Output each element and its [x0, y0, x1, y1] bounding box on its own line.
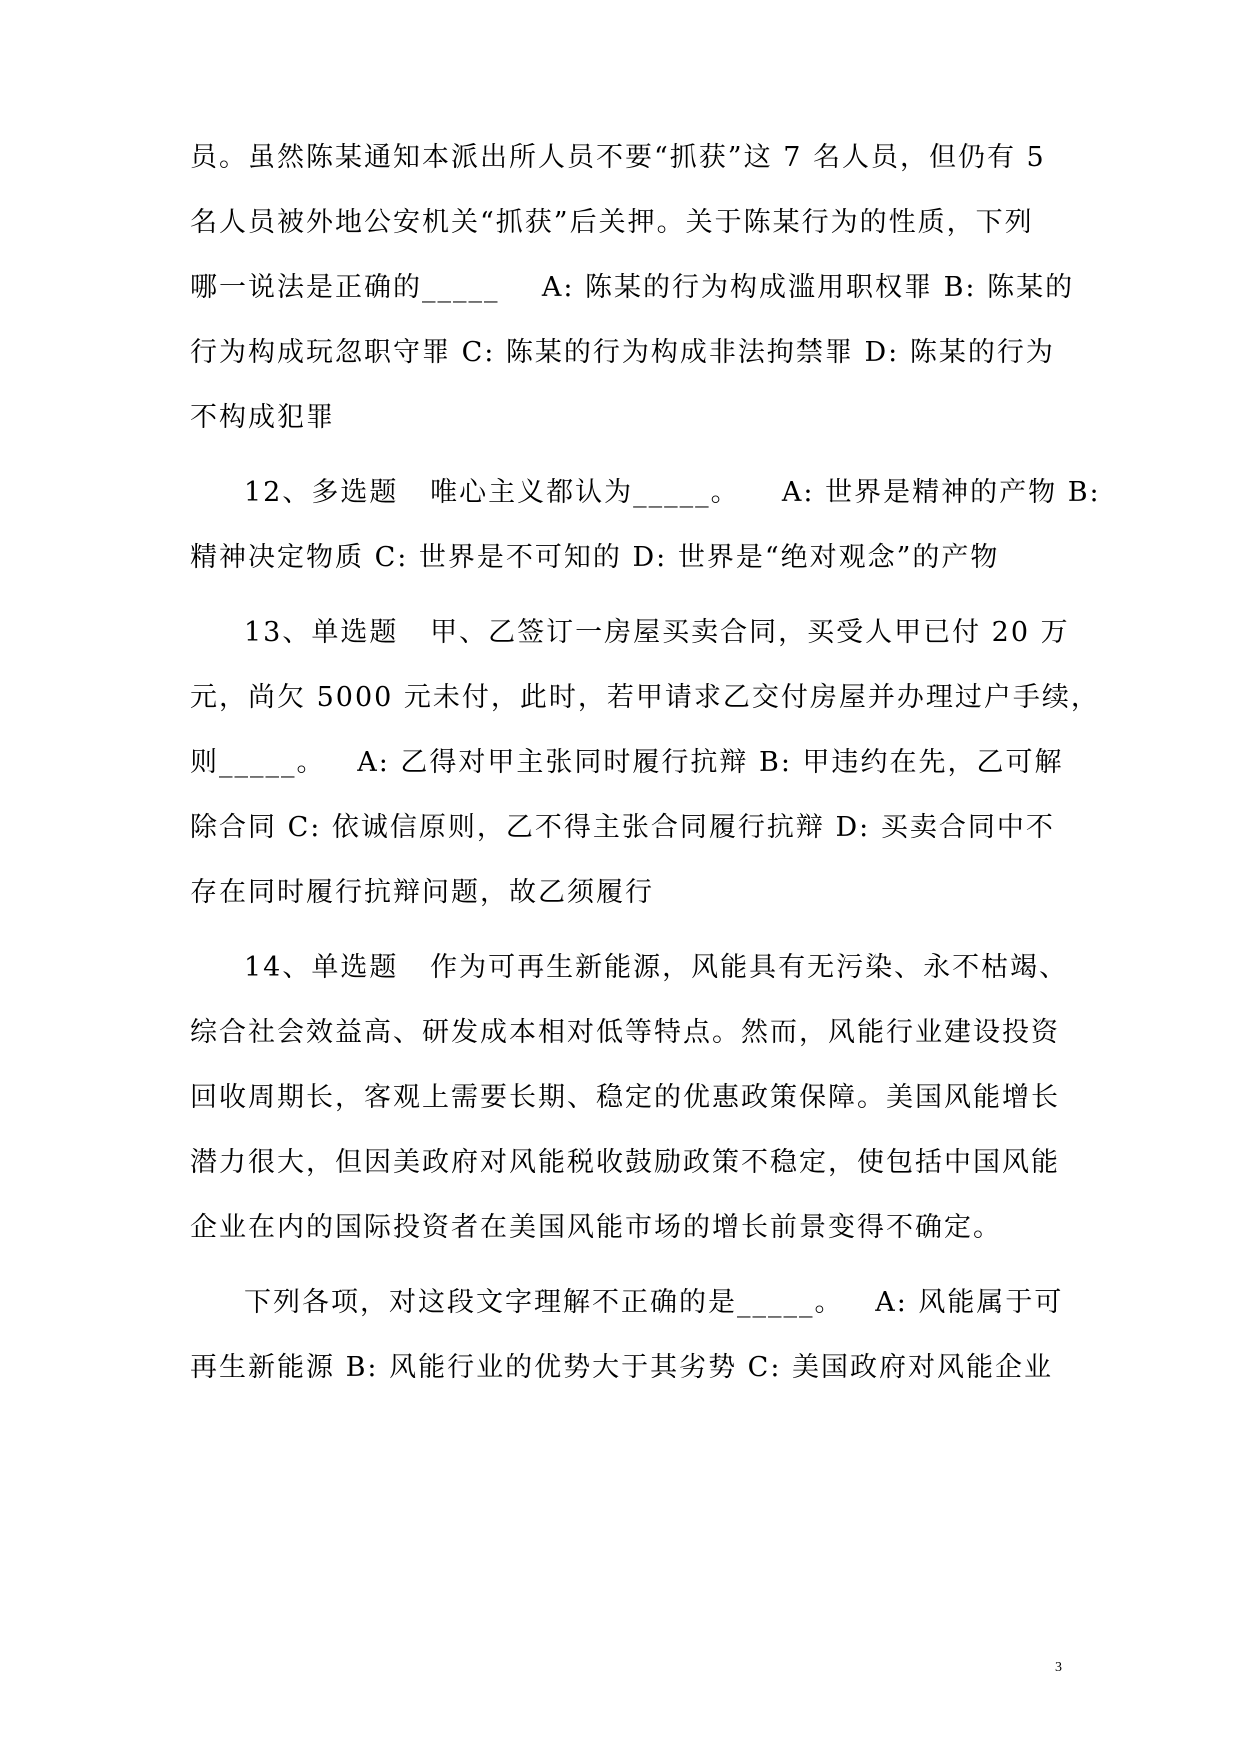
text-line: 元，尚欠 5000 元未付，此时，若甲请求乙交付房屋并办理过户手续， [190, 682, 1100, 713]
text-line: 综合社会效益高、研发成本相对低等特点。然而，风能行业建设投资 [190, 1017, 1060, 1048]
question-12-line: 12、多选题 唯心主义都认为_____。 A: 世界是精神的产物 B: [244, 477, 1101, 508]
question-14-line: 14、单选题 作为可再生新能源，风能具有无污染、永不枯竭、 [244, 952, 1069, 983]
text-line: 存在同时履行抗辩问题，故乙须履行 [190, 877, 654, 908]
text-line: 哪一说法是正确的_____ A: 陈某的行为构成滥用职权罪 B: 陈某的 [190, 272, 1075, 303]
text-line: 回收周期长，客观上需要长期、稳定的优惠政策保障。美国风能增长 [190, 1082, 1060, 1113]
text-line: 再生新能源 B: 风能行业的优势大于其劣势 C: 美国政府对风能企业 [190, 1352, 1054, 1383]
text-line: 企业在内的国际投资者在美国风能市场的增长前景变得不确定。 [190, 1212, 1002, 1243]
text-line: 员。虽然陈某通知本派出所人员不要“抓获”这 7 名人员，但仍有 5 [190, 142, 1046, 173]
text-line: 除合同 C: 依诚信原则，乙不得主张合同履行抗辩 D: 买卖合同中不 [190, 812, 1055, 843]
text-line: 行为构成玩忽职守罪 C: 陈某的行为构成非法拘禁罪 D: 陈某的行为 [190, 337, 1055, 368]
text-line: 潜力很大，但因美政府对风能税收鼓励政策不稳定，使包括中国风能 [190, 1147, 1060, 1178]
question-13-line: 13、单选题 甲、乙签订一房屋买卖合同，买受人甲已付 20 万 [244, 617, 1070, 648]
text-line: 不构成犯罪 [190, 402, 335, 433]
text-line: 精神决定物质 C: 世界是不可知的 D: 世界是“绝对观念”的产物 [190, 542, 1000, 573]
text-line: 名人员被外地公安机关“抓获”后关押。关于陈某行为的性质，下列 [190, 207, 1034, 238]
question-14-prompt-line: 下列各项，对这段文字理解不正确的是_____。 A: 风能属于可 [244, 1287, 1064, 1318]
page-number: 3 [1055, 1660, 1062, 1675]
text-line: 则_____。 A: 乙得对甲主张同时履行抗辩 B: 甲违约在先，乙可解 [190, 747, 1064, 778]
